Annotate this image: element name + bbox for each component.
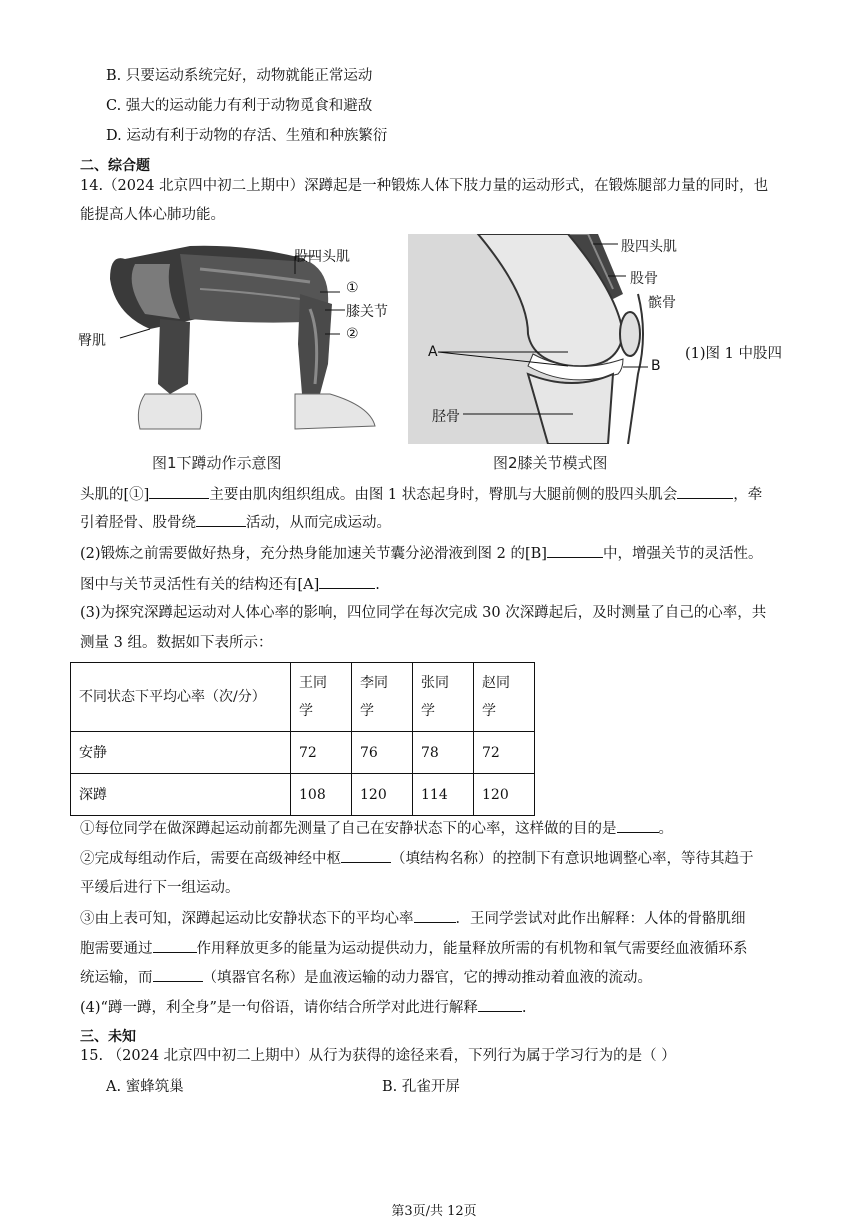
question-14-part-3: (3)为探究深蹲起运动对人体心率的影响，四位同学在每次完成 30 次深蹲起后，及时测量了自己的心率，共 xyxy=(80,605,767,621)
question-14-part-1-start: (1)图 1 中股四 xyxy=(685,346,782,362)
table-header-row xyxy=(71,663,535,732)
answer-blank[interactable] xyxy=(153,938,197,953)
question-14-sub-3-cont xyxy=(80,938,748,959)
label-circle-2: ② xyxy=(346,326,359,342)
question-14-sub-2 xyxy=(80,848,754,869)
question-14-part-4 xyxy=(80,997,526,1018)
text: 图中与关节灵活性有关的结构还有[A] xyxy=(80,577,320,593)
heart-rate-table xyxy=(70,662,535,816)
text: ②完成每组动作后，需要在高级神经中枢 xyxy=(80,851,341,867)
question-14-part-2-cont xyxy=(80,574,380,595)
label-femur: 股骨 xyxy=(630,271,658,287)
text: ．王同学尝试对此作出解释：人体的骨骼肌细 xyxy=(455,911,746,927)
option-a[interactable]: A. 蜜蜂筑巢 xyxy=(106,1079,184,1095)
page-footer: 第3页/共 12页 xyxy=(391,1204,477,1219)
question-14-sub-1 xyxy=(80,818,673,839)
table-cell: 72 xyxy=(474,732,535,774)
label-a: A xyxy=(428,344,438,360)
text: ，牵 xyxy=(733,487,763,503)
table-row xyxy=(71,774,535,816)
table-cell: 78 xyxy=(413,732,474,774)
text: 活动，从而完成运动。 xyxy=(246,515,391,531)
answer-blank[interactable] xyxy=(153,967,203,982)
text: 。 xyxy=(658,821,673,837)
table-header-student: 赵同 学 xyxy=(474,663,535,732)
label-knee-joint: 膝关节 xyxy=(346,304,388,320)
question-14-sub-3 xyxy=(80,908,746,929)
text: . xyxy=(375,577,380,593)
text: (4)“蹲一蹲，利全身”是一句俗语，请你结合所学对此进行解释 xyxy=(80,1000,478,1016)
text: 作用释放更多的能量为运动提供动力，能量释放所需的有机物和氧气需要经血液循环系 xyxy=(196,941,748,957)
label-patella: 髌骨 xyxy=(648,295,676,311)
question-14-part-3-cont: 测量 3 组。数据如下表所示： xyxy=(80,635,273,651)
table-header-label: 不同状态下平均心率（次/分） xyxy=(71,663,291,732)
text: ③由上表可知，深蹲起运动比安静状态下的平均心率 xyxy=(80,911,414,927)
label-tibia: 胫骨 xyxy=(432,409,460,425)
answer-blank[interactable] xyxy=(547,543,603,558)
figure-1-squat xyxy=(70,234,400,474)
text: . xyxy=(521,1000,527,1016)
figure-2-knee xyxy=(408,234,698,474)
figure-2-caption: 图2膝关节模式图 xyxy=(493,454,608,472)
table-cell: 114 xyxy=(413,774,474,816)
option-b[interactable]: B. 孔雀开屏 xyxy=(382,1079,460,1095)
table-cell: 108 xyxy=(291,774,352,816)
answer-blank[interactable] xyxy=(149,484,209,499)
table-header-student: 张同 学 xyxy=(413,663,474,732)
question-14-part-2 xyxy=(80,543,762,564)
option-d: D. 运动有利于动物的存活、生殖和种族繁衍 xyxy=(106,128,388,144)
table-cell-label: 安静 xyxy=(71,732,291,774)
answer-blank[interactable] xyxy=(617,818,659,833)
table-cell: 72 xyxy=(291,732,352,774)
question-14-sub-2-cont: 平缓后进行下一组运动。 xyxy=(80,880,240,896)
question-15-stem: 15. （2024 北京四中初二上期中）从行为获得的途径来看，下列行为属于学习行为的是（ ） xyxy=(80,1048,676,1064)
table-cell: 76 xyxy=(352,732,413,774)
label-quadriceps: 股四头肌 xyxy=(294,249,350,265)
question-14-part-1-cont xyxy=(80,512,391,533)
table-cell: 120 xyxy=(474,774,535,816)
table-header-student: 王同 学 xyxy=(291,663,352,732)
text: ①每位同学在做深蹲起运动前都先测量了自己在安静状态下的心率，这样做的目的是 xyxy=(80,821,617,837)
answer-blank[interactable] xyxy=(478,997,522,1012)
answer-blank[interactable] xyxy=(414,908,456,923)
label-gluteus: 臀肌 xyxy=(78,333,106,349)
text: 主要由肌肉组织组成。由图 1 状态起身时，臀肌与大腿前侧的股四头肌会 xyxy=(209,487,678,503)
question-14-intro-cont: 能提高人体心肺功能。 xyxy=(80,207,225,223)
table-cell-label: 深蹲 xyxy=(71,774,291,816)
text: 统运输，而 xyxy=(80,970,153,986)
label-quadriceps: 股四头肌 xyxy=(621,239,677,255)
answer-blank[interactable] xyxy=(319,574,375,589)
text: 头肌的[①] xyxy=(80,487,150,503)
text: （填器官名称）是血液运输的动力器官，它的搏动推动着血液的流动。 xyxy=(202,970,652,986)
text: 中，增强关节的灵活性。 xyxy=(602,546,763,562)
text: 胞需要通过 xyxy=(80,941,153,957)
option-b: B. 只要运动系统完好，动物就能正常运动 xyxy=(106,68,373,84)
question-14-sub-3-cont xyxy=(80,967,652,988)
label-circle-1: ① xyxy=(346,280,359,296)
label-b: B xyxy=(651,358,661,374)
question-14-intro: 14.（2024 北京四中初二上期中）深蹲起是一种锻炼人体下肢力量的运动形式，在锻炼腿部力量的同时，也 xyxy=(80,178,769,194)
question-14-part-1 xyxy=(80,484,762,505)
table-cell: 120 xyxy=(352,774,413,816)
text: （填结构名称）的控制下有意识地调整心率，等待其趋于 xyxy=(391,851,754,867)
answer-blank[interactable] xyxy=(677,484,733,499)
section-heading: 三、未知 xyxy=(80,1029,136,1045)
figure-1-caption: 图1下蹲动作示意图 xyxy=(152,454,282,472)
table-row xyxy=(71,732,535,774)
option-c: C. 强大的运动能力有利于动物觅食和避敌 xyxy=(106,98,373,114)
answer-blank[interactable] xyxy=(341,848,391,863)
text: 引着胫骨、股骨绕 xyxy=(80,515,196,531)
text: (2)锻炼之前需要做好热身，充分热身能加速关节囊分泌滑液到图 2 的[B] xyxy=(80,546,547,562)
table-header-student: 李同 学 xyxy=(352,663,413,732)
section-heading: 二、综合题 xyxy=(80,158,150,174)
answer-blank[interactable] xyxy=(196,512,246,527)
